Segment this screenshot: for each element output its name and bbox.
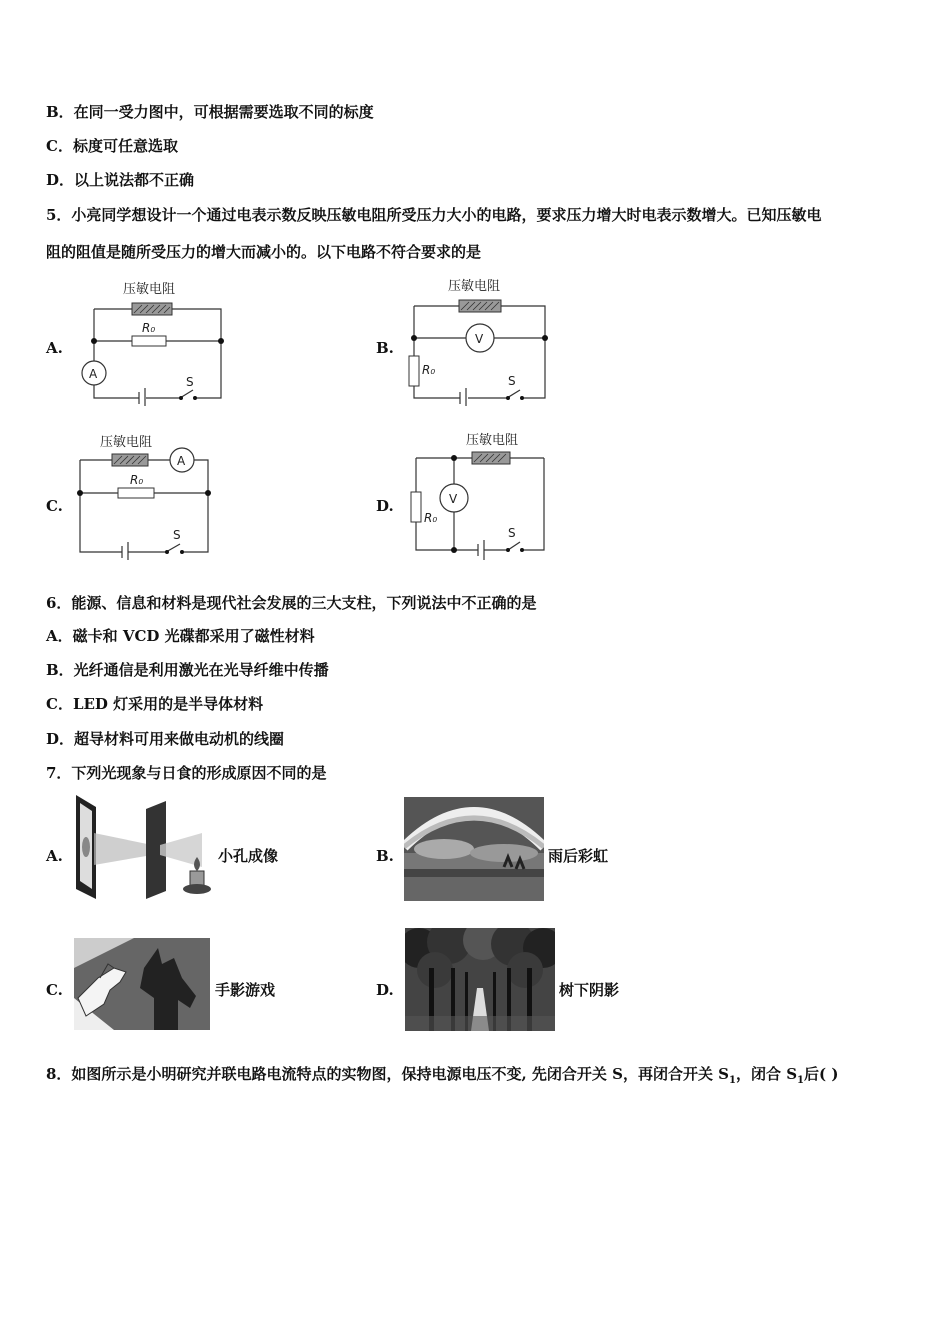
circuit-a-ammeter-label: A — [89, 367, 98, 381]
q7-caption-c: 手影游戏 — [215, 981, 276, 999]
circuit-d-r0-label: R₀ — [424, 511, 438, 525]
circuit-c-r0-label: R₀ — [130, 473, 144, 487]
circuit-a-resistor-label: 压敏电阻 — [123, 282, 176, 297]
q6-stem: 6．能源、信息和材料是现代社会发展的三大支柱，下列说法中不正确的是 — [46, 594, 537, 612]
q4-option-c: C．标度可任意选取 — [46, 137, 178, 155]
circuit-c-resistor-label: 压敏电阻 — [100, 435, 153, 450]
q6-option-c: C．LED 灯采用的是半导体材料 — [46, 695, 264, 713]
circuit-d-diagram — [400, 430, 560, 560]
q8-stem-mid: ，闭合 S — [735, 1065, 798, 1083]
q5-label-d: D. — [376, 497, 394, 515]
q5-stem-line1: 5．小亮同学想设计一个通过电表示数反映压敏电阻所受压力大小的电路，要求压力增大时电表示数增大。已知压敏电 — [46, 206, 822, 224]
q4-option-b: B．在同一受力图中，可根据需要选取不同的标度 — [46, 103, 374, 121]
q5-label-c: C. — [46, 497, 63, 515]
circuit-b-resistor-label: 压敏电阻 — [448, 279, 501, 294]
circuit-d-voltmeter-label: V — [449, 492, 458, 506]
q8-stem — [46, 1064, 838, 1091]
pinhole-imaging-image — [72, 793, 214, 901]
circuit-a-r0-label: R₀ — [142, 321, 156, 335]
circuit-c-switch-label: S — [173, 528, 181, 542]
q7-label-c: C. — [46, 981, 63, 999]
circuit-a-diagram — [75, 276, 235, 406]
q5-label-a: A. — [46, 339, 63, 357]
circuit-b-switch-label: S — [508, 374, 516, 388]
q8-sub-1: 1 — [729, 1075, 736, 1086]
q7-caption-d: 树下阴影 — [559, 981, 620, 999]
q6-option-a: A．磁卡和 VCD 光碟都采用了磁性材料 — [46, 627, 315, 645]
q7-caption-a: 小孔成像 — [218, 847, 279, 865]
q7-stem: 7．下列光现象与日食的形成原因不同的是 — [46, 764, 327, 782]
circuit-b-r0-label: R₀ — [422, 363, 436, 377]
q6-option-b: B．光纤通信是利用激光在光导纤维中传播 — [46, 661, 329, 679]
rainbow-image — [404, 797, 544, 901]
tree-shadow-image — [405, 928, 555, 1031]
q4-option-d: D．以上说法都不正确 — [46, 171, 195, 189]
circuit-a-switch-label: S — [186, 375, 194, 389]
q8-stem-end: 后( ) — [804, 1065, 839, 1083]
q8-stem-main: 8．如图所示是小明研究并联电路电流特点的实物图，保持电源电压不变, 先闭合开关 S，再闭合开关 S — [46, 1065, 729, 1083]
circuit-d-resistor-label: 压敏电阻 — [466, 433, 519, 448]
q5-stem-line2: 阻的阻值是随所受压力的增大而减小的。以下电路不符合要求的是 — [46, 243, 482, 261]
circuit-d-switch-label: S — [508, 526, 516, 540]
q5-label-b: B. — [376, 339, 394, 357]
circuit-b-diagram — [400, 274, 560, 406]
circuit-c-ammeter-label: A — [177, 454, 186, 468]
circuit-c-diagram — [70, 432, 230, 560]
q6-option-d: D．超导材料可用来做电动机的线圈 — [46, 730, 285, 748]
q7-caption-b: 雨后彩虹 — [548, 847, 609, 865]
q7-label-d: D. — [376, 981, 394, 999]
q7-label-b: B. — [376, 847, 394, 865]
q8-sub-2: 1 — [797, 1075, 804, 1086]
hand-shadow-image — [74, 938, 210, 1030]
q7-label-a: A. — [46, 847, 63, 865]
circuit-b-voltmeter-label: V — [475, 332, 484, 346]
